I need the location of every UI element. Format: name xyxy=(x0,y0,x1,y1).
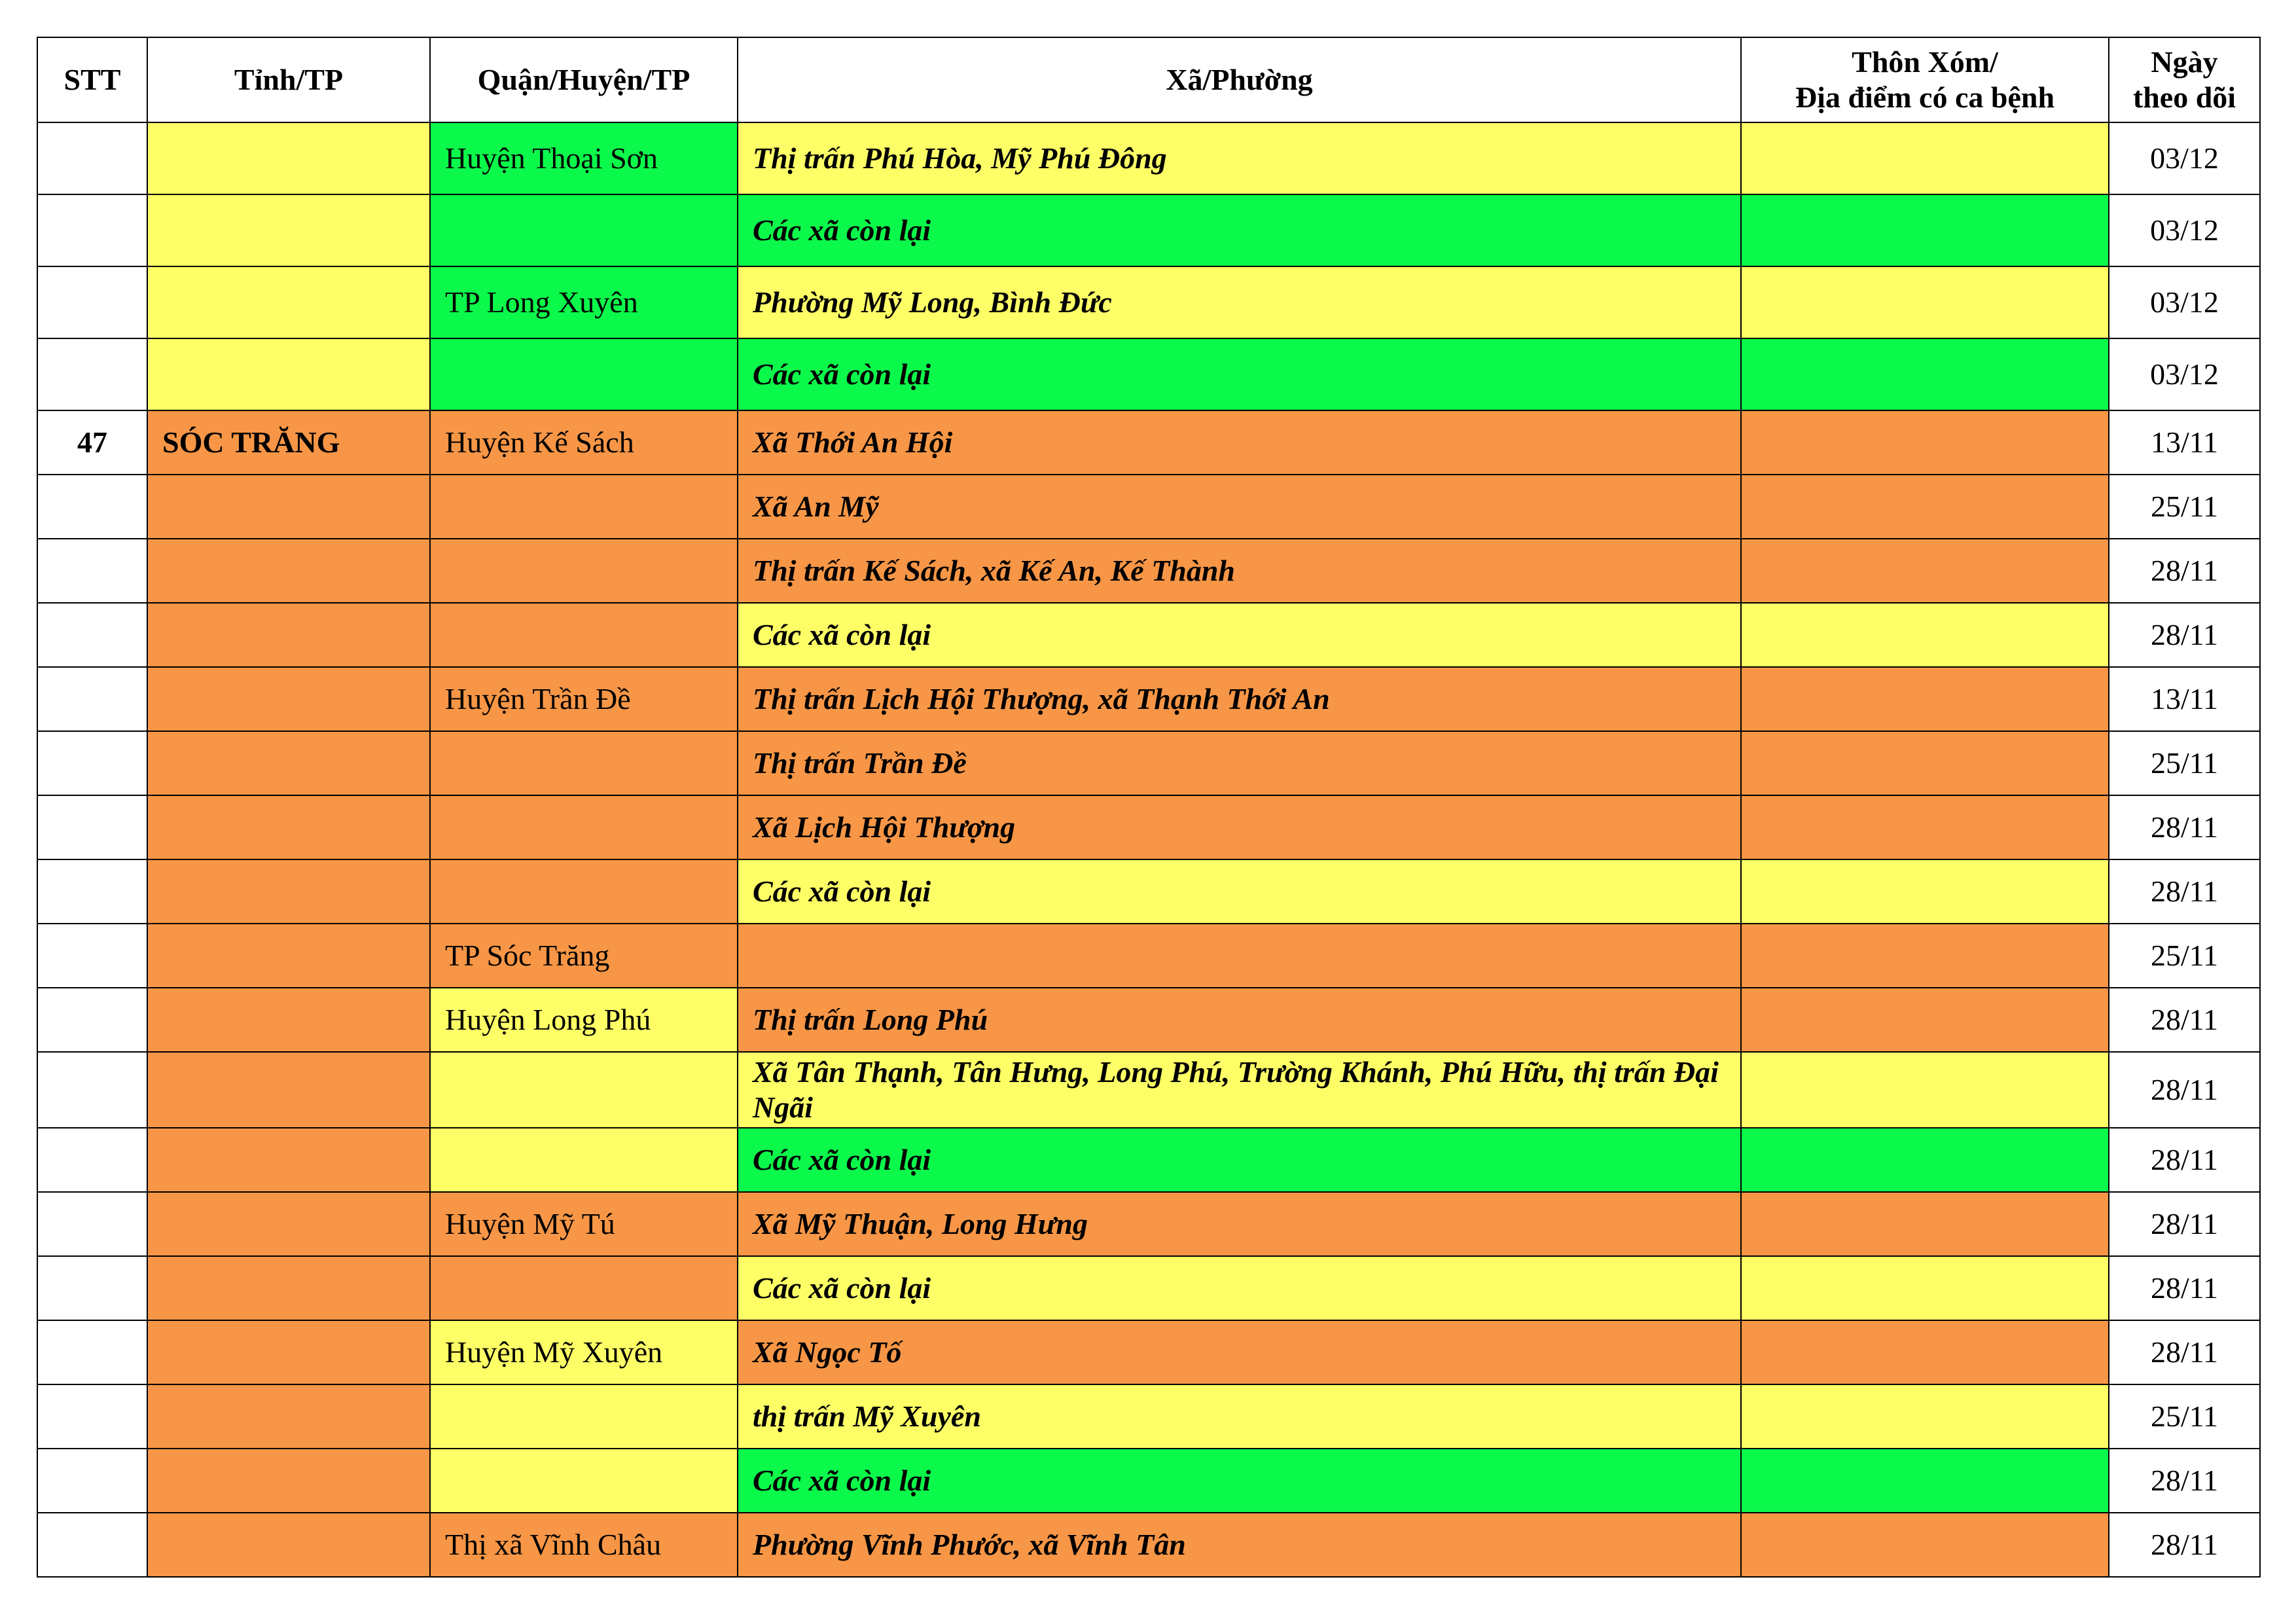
row-district-cell: TP Long Xuyên xyxy=(430,266,738,338)
row-hamlet-cell xyxy=(1741,266,2109,338)
row-commune-cell: Xã Ngọc Tố xyxy=(738,1320,1741,1384)
row-date-cell: 03/12 xyxy=(2109,122,2260,194)
row-district-cell: Huyện Trần Đề xyxy=(430,667,738,731)
row-province-cell xyxy=(147,1384,430,1449)
row-date-cell: 13/11 xyxy=(2109,667,2260,731)
row-hamlet-cell xyxy=(1741,731,2109,795)
row-commune-cell: Thị trấn Long Phú xyxy=(738,988,1741,1052)
row-stt-cell xyxy=(37,1384,147,1449)
row-district-cell xyxy=(430,1384,738,1449)
row-stt-cell xyxy=(37,924,147,988)
row-date-cell: 25/11 xyxy=(2109,731,2260,795)
table-row xyxy=(37,603,2260,667)
row-date-cell: 03/12 xyxy=(2109,266,2260,338)
row-date-cell: 28/11 xyxy=(2109,1052,2260,1128)
row-date-cell: 28/11 xyxy=(2109,1256,2260,1320)
row-hamlet-cell xyxy=(1741,475,2109,539)
row-hamlet-cell xyxy=(1741,859,2109,924)
row-date-cell: 28/11 xyxy=(2109,795,2260,859)
row-stt-cell xyxy=(37,1320,147,1384)
row-commune-cell: Thị trấn Lịch Hội Thượng, xã Thạnh Thới An xyxy=(738,667,1741,731)
row-district-cell: TP Sóc Trăng xyxy=(430,924,738,988)
row-province-cell xyxy=(147,122,430,194)
row-commune-cell: Các xã còn lại xyxy=(738,1449,1741,1513)
row-commune-cell xyxy=(738,924,1741,988)
row-district-cell xyxy=(430,603,738,667)
row-district-cell xyxy=(430,1128,738,1192)
row-province-cell xyxy=(147,988,430,1052)
header-date-line2: theo dõi xyxy=(2132,81,2236,114)
table-row xyxy=(37,859,2260,924)
row-district-cell: Huyện Long Phú xyxy=(430,988,738,1052)
row-date-cell: 28/11 xyxy=(2109,988,2260,1052)
row-stt-cell xyxy=(37,667,147,731)
row-commune-cell: Thị trấn Phú Hòa, Mỹ Phú Đông xyxy=(738,122,1741,194)
row-stt-cell xyxy=(37,1052,147,1128)
row-commune-cell: Xã Lịch Hội Thượng xyxy=(738,795,1741,859)
row-hamlet-cell xyxy=(1741,1052,2109,1128)
row-date-cell: 03/12 xyxy=(2109,194,2260,266)
row-stt-cell xyxy=(37,795,147,859)
row-hamlet-cell xyxy=(1741,410,2109,475)
row-commune-cell: Các xã còn lại xyxy=(738,603,1741,667)
table-row xyxy=(37,338,2260,410)
table-row xyxy=(37,539,2260,603)
row-hamlet-cell xyxy=(1741,338,2109,410)
table-row xyxy=(37,475,2260,539)
row-province-cell xyxy=(147,859,430,924)
table-row xyxy=(37,1513,2260,1577)
row-commune-cell: Các xã còn lại xyxy=(738,859,1741,924)
row-province-cell xyxy=(147,539,430,603)
row-stt-cell xyxy=(37,1449,147,1513)
row-hamlet-cell xyxy=(1741,1192,2109,1256)
table-row xyxy=(37,1449,2260,1513)
row-province-cell: SÓC TRĂNG xyxy=(147,410,430,475)
table-row xyxy=(37,924,2260,988)
row-date-cell: 25/11 xyxy=(2109,1384,2260,1449)
header-district: Quận/Huyện/TP xyxy=(430,37,738,122)
table-row xyxy=(37,266,2260,338)
table-row xyxy=(37,667,2260,731)
row-province-cell xyxy=(147,731,430,795)
row-date-cell: 25/11 xyxy=(2109,475,2260,539)
row-commune-cell: Phường Vĩnh Phước, xã Vĩnh Tân xyxy=(738,1513,1741,1577)
row-stt-cell xyxy=(37,1192,147,1256)
row-commune-cell: Xã Mỹ Thuận, Long Hưng xyxy=(738,1192,1741,1256)
header-date-line1: Ngày xyxy=(2151,45,2218,79)
table-row xyxy=(37,731,2260,795)
row-province-cell xyxy=(147,1052,430,1128)
row-stt-cell xyxy=(37,1256,147,1320)
header-stt: STT xyxy=(37,37,147,122)
row-commune-cell: Xã Thới An Hội xyxy=(738,410,1741,475)
row-commune-cell: thị trấn Mỹ Xuyên xyxy=(738,1384,1741,1449)
table-row xyxy=(37,1256,2260,1320)
row-date-cell: 28/11 xyxy=(2109,539,2260,603)
row-hamlet-cell xyxy=(1741,988,2109,1052)
row-district-cell xyxy=(430,1256,738,1320)
row-date-cell: 03/12 xyxy=(2109,338,2260,410)
row-district-cell xyxy=(430,194,738,266)
row-district-cell: Huyện Thoại Sơn xyxy=(430,122,738,194)
row-province-cell xyxy=(147,795,430,859)
row-hamlet-cell xyxy=(1741,1449,2109,1513)
row-date-cell: 28/11 xyxy=(2109,1128,2260,1192)
row-district-cell xyxy=(430,795,738,859)
row-commune-cell: Xã An Mỹ xyxy=(738,475,1741,539)
row-district-cell: Thị xã Vĩnh Châu xyxy=(430,1513,738,1577)
row-hamlet-cell xyxy=(1741,1128,2109,1192)
table-row xyxy=(37,1384,2260,1449)
table-row xyxy=(37,988,2260,1052)
row-province-cell xyxy=(147,667,430,731)
row-date-cell: 28/11 xyxy=(2109,859,2260,924)
row-province-cell xyxy=(147,1192,430,1256)
row-date-cell: 28/11 xyxy=(2109,1320,2260,1384)
header-hamlet-line2: Địa điểm có ca bệnh xyxy=(1795,81,2055,114)
row-stt-cell xyxy=(37,122,147,194)
row-hamlet-cell xyxy=(1741,1256,2109,1320)
table-row xyxy=(37,1128,2260,1192)
row-stt-cell xyxy=(37,475,147,539)
row-province-cell xyxy=(147,475,430,539)
row-commune-cell: Phường Mỹ Long, Bình Đức xyxy=(738,266,1741,338)
header-commune: Xã/Phường xyxy=(738,37,1741,122)
row-stt-cell: 47 xyxy=(37,410,147,475)
row-stt-cell xyxy=(37,988,147,1052)
row-stt-cell xyxy=(37,1513,147,1577)
row-province-cell xyxy=(147,266,430,338)
row-hamlet-cell xyxy=(1741,924,2109,988)
header-date xyxy=(2109,37,2260,122)
row-stt-cell xyxy=(37,731,147,795)
covid-zone-table xyxy=(37,37,2261,1578)
table-row xyxy=(37,1192,2260,1256)
row-district-cell xyxy=(430,731,738,795)
row-province-cell xyxy=(147,338,430,410)
row-province-cell xyxy=(147,1128,430,1192)
row-district-cell xyxy=(430,1052,738,1128)
row-province-cell xyxy=(147,1320,430,1384)
row-district-cell: Huyện Mỹ Tú xyxy=(430,1192,738,1256)
row-district-cell xyxy=(430,1449,738,1513)
row-district-cell xyxy=(430,859,738,924)
row-commune-cell: Xã Tân Thạnh, Tân Hưng, Long Phú, Trường Khánh, Phú Hữu, thị trấn Đại Ngãi xyxy=(738,1052,1741,1128)
row-hamlet-cell xyxy=(1741,667,2109,731)
row-hamlet-cell xyxy=(1741,1513,2109,1577)
row-hamlet-cell xyxy=(1741,795,2109,859)
row-stt-cell xyxy=(37,266,147,338)
row-date-cell: 28/11 xyxy=(2109,1449,2260,1513)
row-date-cell: 28/11 xyxy=(2109,1192,2260,1256)
row-hamlet-cell xyxy=(1741,1320,2109,1384)
header-hamlet-line1: Thôn Xóm/ xyxy=(1852,45,1998,79)
row-commune-cell: Các xã còn lại xyxy=(738,1256,1741,1320)
table-row xyxy=(37,410,2260,475)
row-commune-cell: Các xã còn lại xyxy=(738,1128,1741,1192)
row-commune-cell: Thị trấn Kế Sách, xã Kế An, Kế Thành xyxy=(738,539,1741,603)
row-date-cell: 13/11 xyxy=(2109,410,2260,475)
row-stt-cell xyxy=(37,194,147,266)
row-province-cell xyxy=(147,1449,430,1513)
table-row xyxy=(37,194,2260,266)
row-commune-cell: Các xã còn lại xyxy=(738,194,1741,266)
row-hamlet-cell xyxy=(1741,1384,2109,1449)
row-district-cell: Huyện Kế Sách xyxy=(430,410,738,475)
table-header-row xyxy=(37,37,2260,122)
table-row xyxy=(37,1320,2260,1384)
row-stt-cell xyxy=(37,338,147,410)
header-hamlet xyxy=(1741,37,2109,122)
row-date-cell: 28/11 xyxy=(2109,1513,2260,1577)
row-stt-cell xyxy=(37,859,147,924)
header-province: Tỉnh/TP xyxy=(147,37,430,122)
row-stt-cell xyxy=(37,1128,147,1192)
row-commune-cell: Các xã còn lại xyxy=(738,338,1741,410)
row-province-cell xyxy=(147,924,430,988)
table-body xyxy=(37,122,2260,1577)
row-hamlet-cell xyxy=(1741,122,2109,194)
row-province-cell xyxy=(147,1513,430,1577)
row-date-cell: 28/11 xyxy=(2109,603,2260,667)
row-province-cell xyxy=(147,1256,430,1320)
table-row xyxy=(37,795,2260,859)
row-hamlet-cell xyxy=(1741,603,2109,667)
row-district-cell xyxy=(430,475,738,539)
row-stt-cell xyxy=(37,603,147,667)
row-district-cell xyxy=(430,338,738,410)
row-district-cell: Huyện Mỹ Xuyên xyxy=(430,1320,738,1384)
row-district-cell xyxy=(430,539,738,603)
row-date-cell: 25/11 xyxy=(2109,924,2260,988)
table-row xyxy=(37,122,2260,194)
row-province-cell xyxy=(147,603,430,667)
row-hamlet-cell xyxy=(1741,539,2109,603)
row-hamlet-cell xyxy=(1741,194,2109,266)
table-row xyxy=(37,1052,2260,1128)
row-stt-cell xyxy=(37,539,147,603)
row-commune-cell: Thị trấn Trần Đề xyxy=(738,731,1741,795)
row-province-cell xyxy=(147,194,430,266)
